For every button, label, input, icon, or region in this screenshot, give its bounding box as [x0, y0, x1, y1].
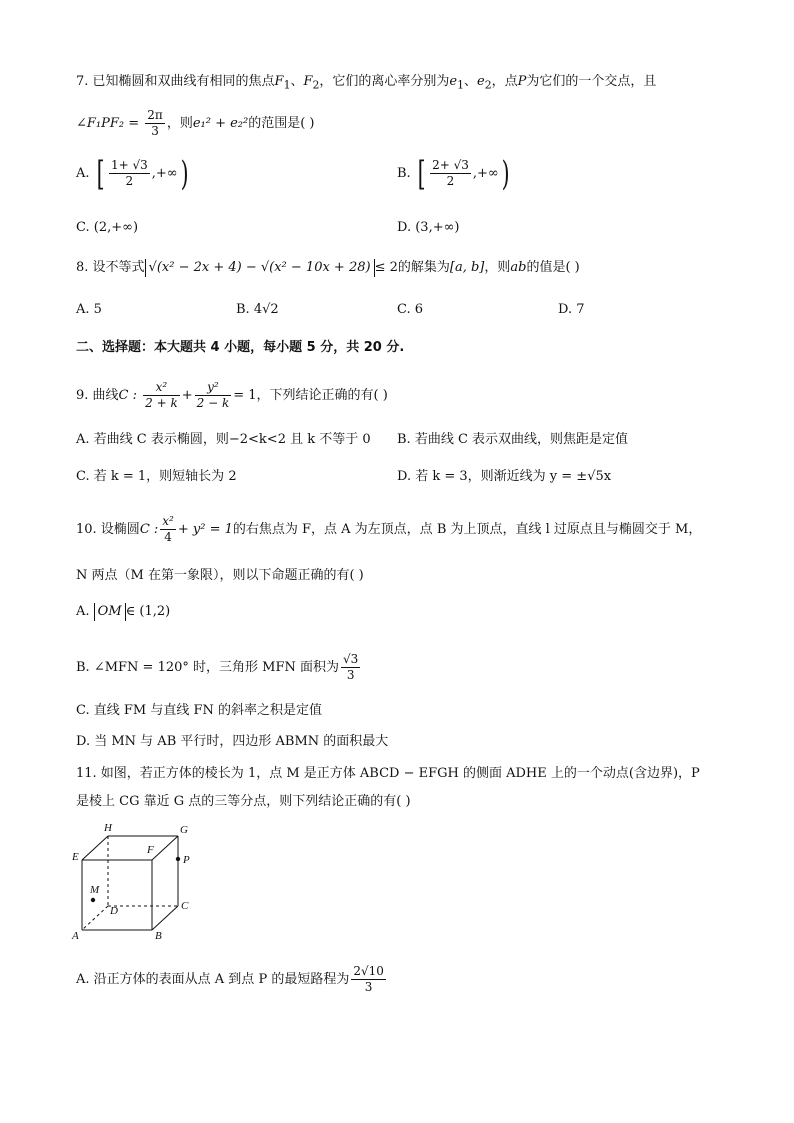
q10-c: C : [139, 522, 159, 537]
q7-option-b-rparen: ) [501, 153, 510, 194]
label-a: A [72, 930, 79, 942]
q10-line2: N 两点（M 在第一象限），则以下命题正确的有( ) [76, 568, 364, 583]
q7-angle-num: 2π [147, 108, 163, 122]
q7-option-a-lbracket: [ [96, 153, 105, 194]
q7-sep: 、 [290, 74, 304, 89]
q7-option-a-frac [109, 158, 150, 189]
q9-x-num: x² [143, 380, 180, 396]
q7-option-a-tail: ,+∞ [151, 166, 178, 181]
q9-c: C : [118, 388, 138, 403]
q10-x-frac [160, 514, 176, 545]
q9-y-frac [195, 380, 232, 411]
q7-text-d: 为它们的一个交点，且 [526, 74, 657, 89]
point-p [176, 857, 180, 861]
q7-f2: F [303, 74, 313, 89]
edge-da [82, 906, 108, 930]
label-b: B [155, 930, 162, 942]
q7-text-a: 7. 已知椭圆和双曲线有相同的焦点 [76, 74, 275, 89]
q7-text-b: ，它们的离心率分别为 [319, 74, 450, 89]
q10-x-num: x² [162, 514, 174, 528]
q9-x-frac [143, 380, 180, 411]
label-p: P [183, 854, 190, 866]
q10-option-c: C. 直线 FM 与直线 FN 的斜率之积是定值 [76, 703, 323, 718]
q7-f2-sub: 2 [312, 78, 320, 92]
q7-e-sep: 、 [464, 74, 478, 89]
label-h: H [104, 822, 112, 834]
q8-prefix: 8. 设不等式 [76, 260, 145, 275]
q9-prefix: 9. 曲线 [76, 388, 119, 403]
q8-option-d: D. 7 [558, 302, 585, 317]
q7-angle-den: 3 [151, 124, 159, 138]
q11-option-a-text: A. 沿正方体的表面从点 A 到点 P 的最短路程为 [76, 972, 350, 987]
q7-line2 [76, 108, 315, 139]
q10-option-b [76, 652, 362, 683]
q10-x-den: 4 [164, 530, 172, 544]
q7-option-a-label: A. [76, 166, 90, 181]
q9-eq: = 1 [233, 388, 257, 403]
q7-e1: e [449, 74, 458, 89]
q11-line1: 11. 如图，若正方体的棱长为 1，点 M 是正方体 ABCD − EFGH 的侧面 ADHE 上的一个动点(含边界)，P [76, 766, 700, 781]
label-f: F [147, 844, 154, 856]
q8-ineq: ≤ 2 [374, 260, 398, 275]
q7-option-c: C. (2,+∞) [76, 220, 139, 235]
q9-option-b: B. 若曲线 C 表示双曲线，则焦距是定值 [397, 432, 629, 447]
q10-option-b-num: √3 [343, 652, 359, 666]
q7-option-b-frac [430, 158, 471, 189]
q7-option-a-num: 1+ √3 [110, 158, 148, 172]
label-g: G [180, 824, 188, 836]
q7-option-a-den: 2 [125, 174, 134, 188]
q11-option-a-frac [351, 964, 386, 995]
q8-ab: ab [510, 260, 527, 275]
q11-option-a [76, 964, 388, 995]
q7-option-a [76, 153, 191, 194]
q9-tail: ，下列结论正确的有( ) [256, 388, 388, 403]
label-m: M [90, 884, 100, 896]
q9-y-den: 2 − k [196, 396, 230, 410]
edge-eh [82, 836, 108, 860]
q9-y-num: y² [195, 380, 232, 396]
q7-option-b [397, 153, 512, 194]
q8-stem [76, 258, 580, 278]
edge-bc [152, 906, 178, 930]
q9-option-a: A. 若曲线 C 表示椭圆，则−2<k<2 且 k 不等于 0 [76, 432, 371, 447]
q10-prefix: 10. 设椭圆 [76, 522, 140, 537]
q8-option-b-label: B. [236, 302, 250, 317]
q10-option-a [76, 602, 170, 622]
q10-line1 [76, 514, 701, 545]
q7-expr: e₁² + e₂² [192, 116, 249, 131]
q8-tail: ，则 [484, 260, 511, 275]
section-heading: 二、选择题：本大题共 4 小题，每小题 5 分，共 20 分. [76, 340, 405, 355]
q10-option-b-frac [341, 652, 360, 683]
label-d: D [110, 905, 118, 917]
q7-option-b-tail: ,+∞ [472, 166, 499, 181]
q7-e1-sub: 1 [457, 78, 465, 92]
q9-stem [76, 380, 388, 411]
q9-option-c: C. 若 k = 1，则短轴长为 2 [76, 469, 237, 484]
q10-text: 的右焦点为 F，点 A 为左顶点，点 B 为上顶点，直线 l 过原点且与椭圆交于 M， [232, 522, 702, 537]
q7-e2: e [477, 74, 485, 89]
q10-rest: + y² = 1 [177, 522, 233, 537]
q11-option-a-num: 2√10 [353, 964, 384, 978]
q7-angle: ∠F₁PF₂ = [76, 116, 140, 131]
q8-option-b [236, 300, 279, 320]
q9-plus: + [181, 388, 193, 403]
q8-option-b-value: 4√2 [253, 302, 279, 317]
q7-option-b-den: 2 [446, 174, 455, 188]
q7-option-b-num: 2+ √3 [432, 158, 469, 172]
q7-f1-sub: 1 [283, 78, 291, 92]
q11-line2: 是棱上 CG 靠近 G 点的三等分点，则下列结论正确的有( ) [76, 794, 411, 809]
q7-p: P [517, 74, 527, 89]
q10-option-a-tail: ∈ (1,2) [125, 604, 171, 619]
q7-option-b-lbracket: [ [417, 153, 426, 194]
q7-option-a-rparen: ) [180, 153, 189, 194]
q11-option-a-den: 3 [364, 980, 373, 994]
point-m [91, 898, 95, 902]
q10-option-b-text: B. ∠MFN = 120° 时，三角形 MFN 面积为 [76, 660, 339, 675]
q8-option-a: A. 5 [76, 302, 102, 317]
q10-option-b-den: 3 [346, 668, 355, 682]
label-e: E [72, 851, 79, 863]
q7-angle-frac [145, 108, 165, 139]
q8-option-c: C. 6 [397, 302, 424, 317]
q10-option-d: D. 当 MN 与 AB 平行时，四边形 ABMN 的面积最大 [76, 734, 389, 749]
q9-x-den: 2 + k [145, 396, 178, 410]
q8-interval: [a, b] [449, 260, 485, 275]
q10-option-a-label: A. [76, 604, 90, 619]
q9-option-d: D. 若 k = 3，则渐近线为 y = ±√5x [397, 469, 612, 484]
label-c: C [181, 900, 189, 912]
q8-mid: 的解集为 [397, 260, 450, 275]
q8-abs-expr: √(x² − 2x + 4) − √(x² − 10x + 28) [145, 259, 375, 277]
q7-e2-sub: 2 [484, 78, 492, 92]
q7-line1 [76, 72, 656, 96]
q7-text-e: ，则 [166, 116, 193, 131]
cube-figure [60, 818, 210, 948]
q10-option-a-abs: OM [94, 603, 126, 621]
q7-option-b-label: B. [397, 166, 411, 181]
edge-fg [152, 836, 178, 860]
q7-text-f: 的范围是( ) [248, 116, 315, 131]
q7-f1: F [274, 74, 284, 89]
q7-text-c: ，点 [491, 74, 518, 89]
q8-tail2: 的值是( ) [526, 260, 580, 275]
q7-option-d: D. (3,+∞) [397, 220, 460, 235]
